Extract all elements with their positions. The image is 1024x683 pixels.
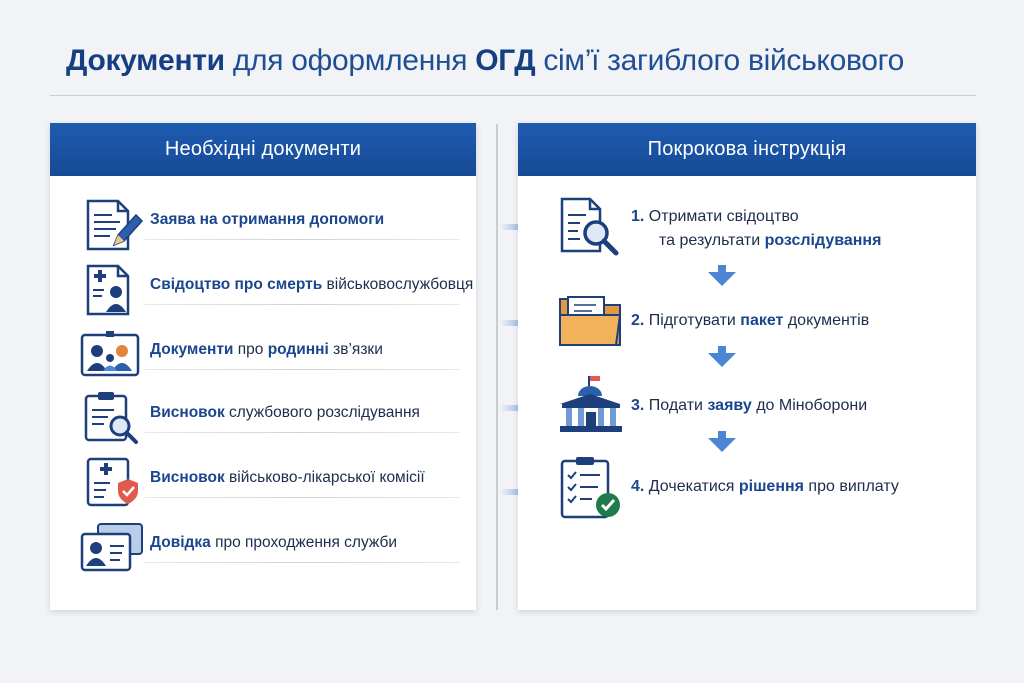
item-divider — [144, 369, 460, 370]
document-item-label: Заява на отримання допомоги — [150, 211, 385, 228]
document-item-medical-commission — [80, 453, 460, 511]
document-item-label: Свідоцтво про смерть військовослужбовця — [150, 276, 474, 293]
document-item-label: Документи про родинні зв’язки — [150, 341, 383, 358]
document-item-label: Висновок службового розслідування — [150, 404, 420, 421]
checklist-approved-icon — [556, 455, 630, 521]
arrow-down-icon — [705, 431, 739, 453]
document-item-investigation — [80, 388, 460, 446]
step-3 — [556, 374, 966, 440]
item-divider — [144, 497, 460, 498]
family-photo-icon — [80, 325, 144, 383]
step-2-label: 2. Підготувати пакет документів — [631, 312, 870, 329]
required-documents-header: Необхідні документи — [50, 123, 476, 176]
item-divider — [144, 304, 460, 305]
step-instructions-header: Покрокова інструкція — [518, 123, 976, 176]
item-divider — [144, 562, 460, 563]
id-card-icon — [80, 518, 144, 576]
step-2 — [556, 289, 966, 355]
document-item-service-certificate — [80, 518, 460, 576]
required-documents-panel — [50, 123, 476, 610]
arrow-down-icon — [705, 346, 739, 368]
document-item-family-ties — [80, 325, 460, 383]
step-4-label: 4. Дочекатися рішення про виплату — [631, 478, 899, 495]
folder-icon — [556, 289, 630, 355]
step-instructions-panel — [518, 123, 976, 610]
step-3-label: 3. Подати заяву до Міноборони — [631, 397, 868, 414]
document-item-label: Довідка про проходження служби — [150, 534, 397, 551]
arrow-down-icon — [705, 265, 739, 287]
document-item-label: Висновок військово-лікарської комісії — [150, 469, 425, 486]
ministry-building-icon — [556, 374, 630, 440]
step-1-label: 1. Отримати свідоцтво — [631, 208, 799, 225]
page-title: Документи для оформлення ОГД сім’ї загиблого військового — [66, 44, 905, 77]
document-item-death-certificate — [80, 260, 474, 318]
title-divider — [50, 95, 976, 96]
death-certificate-icon — [80, 260, 144, 318]
column-divider — [496, 124, 498, 610]
step-4 — [556, 455, 966, 521]
application-pen-icon — [80, 195, 144, 253]
document-search-icon — [556, 193, 630, 259]
medical-shield-icon — [80, 453, 144, 511]
investigation-clipboard-icon — [80, 388, 144, 446]
document-item-application — [80, 195, 460, 253]
item-divider — [144, 239, 460, 240]
step-1 — [556, 193, 966, 259]
item-divider — [144, 432, 460, 433]
step-1-label-line2: та результати розслідування — [659, 232, 882, 249]
